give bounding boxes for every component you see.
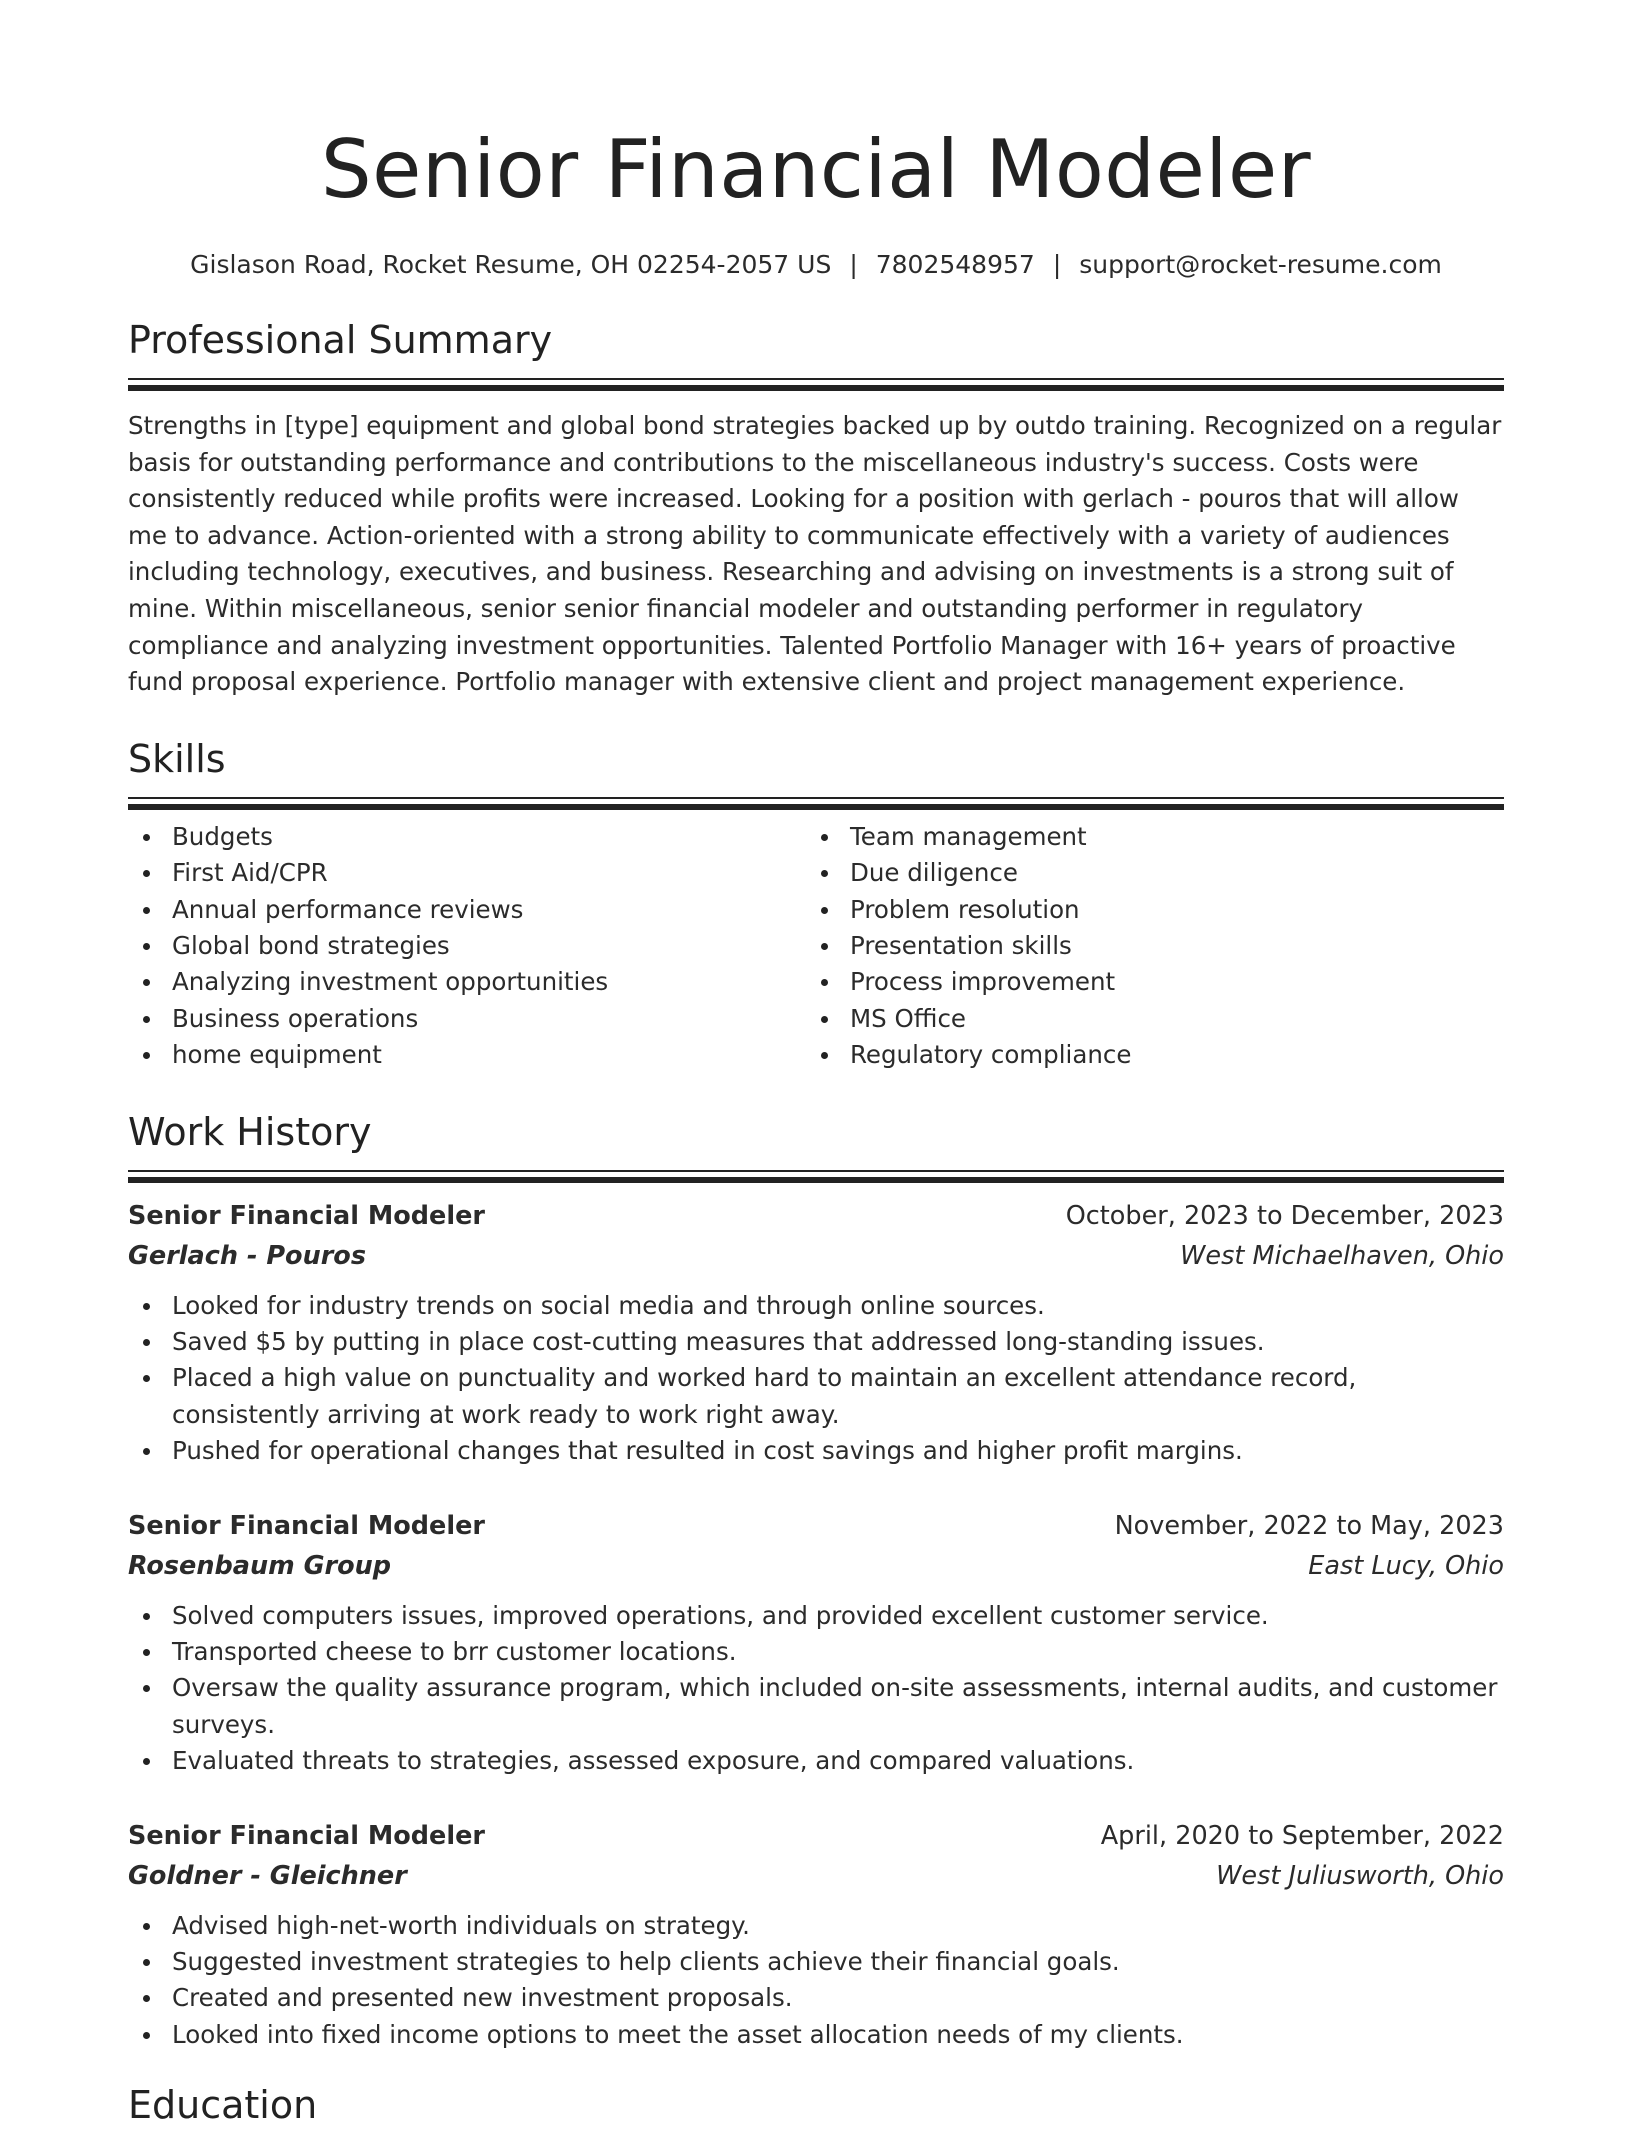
job-bullets bbox=[128, 1598, 1504, 1780]
job-title: Senior Financial Modeler bbox=[128, 1510, 485, 1541]
skill-item: MS Office bbox=[806, 1001, 1484, 1037]
skill-item: Team management bbox=[806, 819, 1484, 855]
job-bullet: Advised high-net-worth individuals on strategy. bbox=[128, 1908, 1504, 1944]
work-history-heading: Work History bbox=[128, 1109, 372, 1154]
job-entry bbox=[128, 1196, 1504, 1470]
job-bullet: Solved computers issues, improved operations, and provided excellent customer service. bbox=[128, 1598, 1504, 1634]
skill-item: Annual performance reviews bbox=[128, 892, 806, 928]
job-bullet: Pushed for operational changes that resulted in cost savings and higher profit margins. bbox=[128, 1433, 1504, 1469]
skill-item: Process improvement bbox=[806, 964, 1484, 1000]
job-entry bbox=[128, 1506, 1504, 1780]
job-bullet: Oversaw the quality assurance program, which included on-site assessments, internal audits, and customer surveys. bbox=[128, 1670, 1504, 1743]
job-company: Gerlach - Pouros bbox=[128, 1240, 366, 1271]
section-divider bbox=[128, 797, 1504, 799]
job-bullet: Suggested investment strategies to help clients achieve their financial goals. bbox=[128, 1944, 1504, 1980]
job-entry bbox=[128, 1816, 1504, 2054]
skill-item: First Aid/CPR bbox=[128, 855, 806, 891]
job-location: West Michaelhaven, Ohio bbox=[1180, 1240, 1504, 1271]
skill-item: Regulatory compliance bbox=[806, 1037, 1484, 1073]
contact-address: Gislason Road, Rocket Resume, OH 02254-2057 US bbox=[190, 250, 832, 279]
job-bullet: Placed a high value on punctuality and worked hard to maintain an excellent attendance record, consistently arriving at work ready to work right away. bbox=[128, 1360, 1504, 1433]
resume-page bbox=[128, 0, 1504, 2129]
job-header bbox=[128, 1506, 1504, 1546]
contact-separator: | bbox=[849, 250, 858, 279]
summary-text: Strengths in [type] equipment and global bond strategies backed up by outdo training. Recognized on a regular basis for outstanding performance and contributions to the miscellaneous industry's success. Costs were consistently reduced while profits were increased. Looking for a position with gerlach - pouros that will allow me to advance. Action-oriented with a strong ability to communicate effectively with a variety of audiences including technology, executives, and business. Researching and advising on investments is a strong suit of mine. Within miscellaneous, senior senior financial modeler and outstanding performer in regulatory compliance and analyzing investment opportunities. Talented Portfolio Manager with 16+ years of proactive fund proposal experience. Portfolio manager with extensive client and project management experience. bbox=[128, 411, 1502, 697]
job-bullet: Created and presented new investment proposals. bbox=[128, 1980, 1504, 2016]
skill-item: Due diligence bbox=[806, 855, 1484, 891]
job-bullet: Evaluated threats to strategies, assessed exposure, and compared valuations. bbox=[128, 1743, 1504, 1779]
skill-item: Analyzing investment opportunities bbox=[128, 964, 806, 1000]
job-bullets bbox=[128, 1288, 1504, 1470]
contact-email: support@rocket-resume.com bbox=[1079, 250, 1442, 279]
skills-list bbox=[128, 819, 1504, 1074]
skills-section bbox=[128, 735, 1504, 1074]
work-history-section bbox=[128, 1108, 1504, 2054]
skill-item: Business operations bbox=[128, 1001, 806, 1037]
skill-item: Global bond strategies bbox=[128, 928, 806, 964]
summary-heading: Professional Summary bbox=[128, 318, 553, 362]
job-company: Rosenbaum Group bbox=[128, 1550, 392, 1581]
job-title: Senior Financial Modeler bbox=[128, 1820, 485, 1851]
job-bullet: Transported cheese to brr customer locations. bbox=[128, 1634, 1504, 1670]
contact-phone: 7802548957 bbox=[875, 250, 1035, 279]
job-company-row bbox=[128, 1856, 1504, 1896]
job-dates: October, 2023 to December, 2023 bbox=[1065, 1200, 1504, 1231]
job-bullet: Looked into fixed income options to meet the asset allocation needs of my clients. bbox=[128, 2017, 1504, 2053]
skill-item: Budgets bbox=[128, 819, 806, 855]
job-header bbox=[128, 1196, 1504, 1236]
job-title: Senior Financial Modeler bbox=[128, 1200, 485, 1231]
skill-item: Presentation skills bbox=[806, 928, 1484, 964]
job-bullet: Saved $5 by putting in place cost-cutting measures that addressed long-standing issues. bbox=[128, 1324, 1504, 1360]
job-dates: November, 2022 to May, 2023 bbox=[1114, 1510, 1504, 1541]
section-divider bbox=[128, 1170, 1504, 1172]
skills-column-right bbox=[806, 819, 1484, 1074]
job-location: East Lucy, Ohio bbox=[1308, 1550, 1504, 1581]
job-company: Goldner - Gleichner bbox=[128, 1860, 407, 1891]
education-heading: Education bbox=[128, 2083, 318, 2128]
skills-heading: Skills bbox=[128, 736, 226, 781]
job-bullet: Looked for industry trends on social media and through online sources. bbox=[128, 1288, 1504, 1324]
contact-separator: | bbox=[1052, 250, 1062, 279]
job-company-row bbox=[128, 1236, 1504, 1276]
contact-line bbox=[128, 248, 1504, 282]
summary-section bbox=[128, 316, 1504, 701]
job-dates: April, 2020 to September, 2022 bbox=[1100, 1820, 1504, 1851]
skills-column-left bbox=[128, 819, 806, 1074]
job-company-row bbox=[128, 1546, 1504, 1586]
section-divider bbox=[128, 378, 1504, 380]
skill-item: home equipment bbox=[128, 1037, 806, 1073]
job-location: West Juliusworth, Ohio bbox=[1216, 1860, 1504, 1891]
resume-name: Senior Financial Modeler bbox=[320, 123, 1312, 216]
skill-item: Problem resolution bbox=[806, 892, 1484, 928]
job-bullets bbox=[128, 1908, 1504, 2054]
education-section bbox=[128, 2081, 1504, 2129]
job-header bbox=[128, 1816, 1504, 1856]
